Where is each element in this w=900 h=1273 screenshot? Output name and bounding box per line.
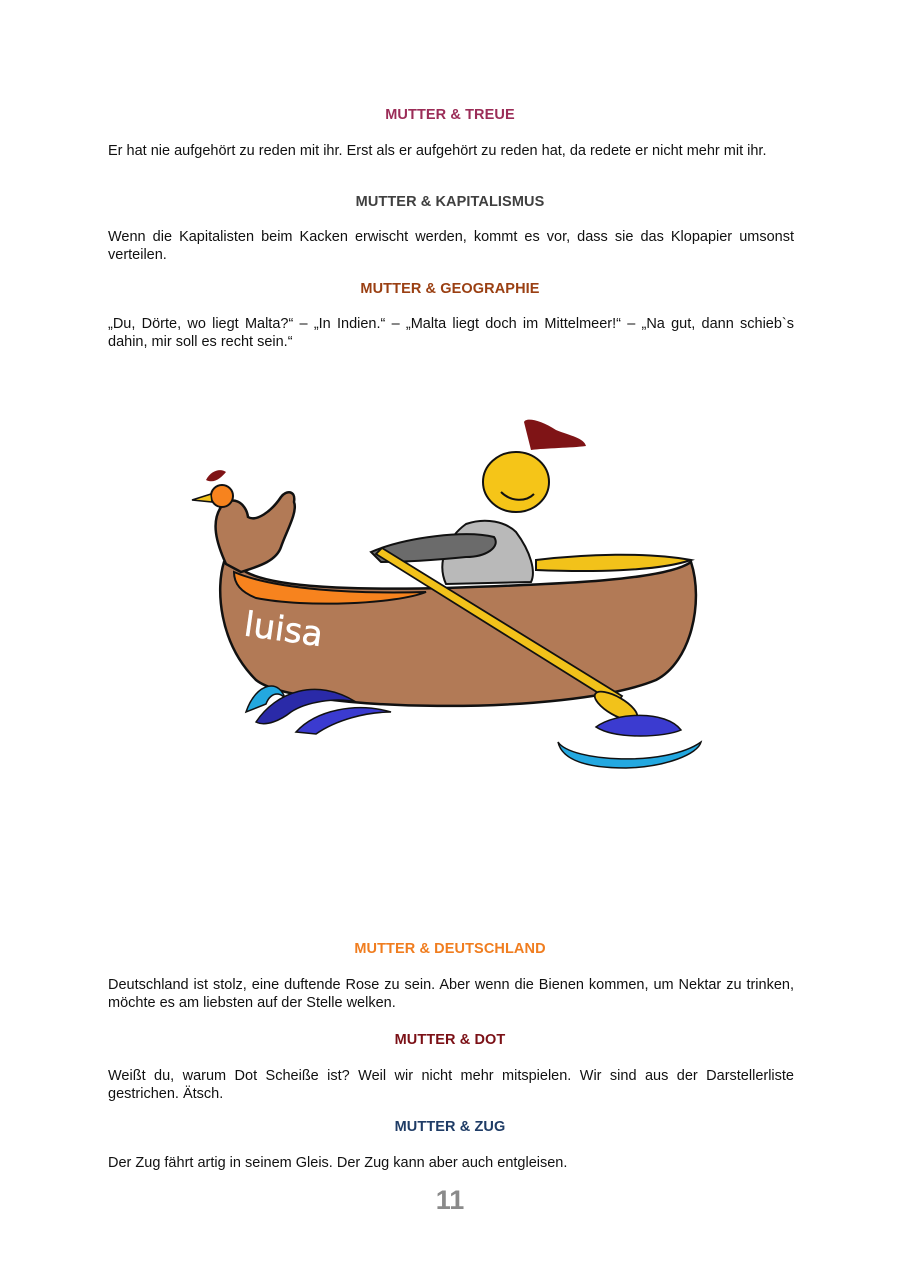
rower-head <box>483 452 549 512</box>
section-text-deutschland: Deutschland ist stolz, eine duftende Rose zu sein. Aber wenn die Bienen kommen, um Nektar zu trinken, möchte es am liebsten auf der Stelle welken. <box>108 977 794 1011</box>
bird-beak <box>192 494 212 502</box>
boat-rim <box>536 555 691 571</box>
ripple-light <box>558 742 701 768</box>
section-heading-kapitalismus: MUTTER & KAPITALISMUS <box>355 194 545 210</box>
section-text-treue: Er hat nie aufgehört zu reden mit ihr. Erst als er aufgehört zu reden hat, da redete er nicht mehr mit ihr. <box>108 143 767 159</box>
section-heading-geographie: MUTTER & GEOGRAPHIE <box>360 281 540 297</box>
section-heading-dot: MUTTER & DOT <box>394 1032 506 1048</box>
page-number: 11 <box>435 1185 465 1215</box>
rowing-boat-illustration <box>186 412 710 774</box>
section-text-geographie: „Du, Dörte, wo liegt Malta?“ – „In Indien.“ – „Malta liegt doch im Mittelmeer!“ – „Na gut, dann schieb`s dahin, mir soll es recht sein.“ <box>108 316 794 350</box>
wave-left-mid <box>296 708 391 734</box>
boat-name: luisa <box>241 604 326 656</box>
section-heading-treue: MUTTER & TREUE <box>385 107 515 123</box>
section-text-zug: Der Zug fährt artig in seinem Gleis. Der Zug kann aber auch entgleisen. <box>108 1155 568 1171</box>
section-heading-deutschland: MUTTER & DEUTSCHLAND <box>354 941 546 957</box>
ripple-dark <box>596 715 681 736</box>
section-text-kapitalismus: Wenn die Kapitalisten beim Kacken erwischt werden, kommt es vor, dass sie das Klopapier umsonst verteilen. <box>108 229 794 263</box>
section-heading-zug: MUTTER & ZUG <box>394 1119 506 1135</box>
section-text-dot: Weißt du, warum Dot Scheiße ist? Weil wir nicht mehr mitspielen. Wir sind aus der Darstellerliste gestrichen. Ätsch. <box>108 1068 794 1102</box>
bird-head <box>211 485 233 507</box>
rower-hat <box>524 420 586 450</box>
bird-crest <box>206 470 226 481</box>
